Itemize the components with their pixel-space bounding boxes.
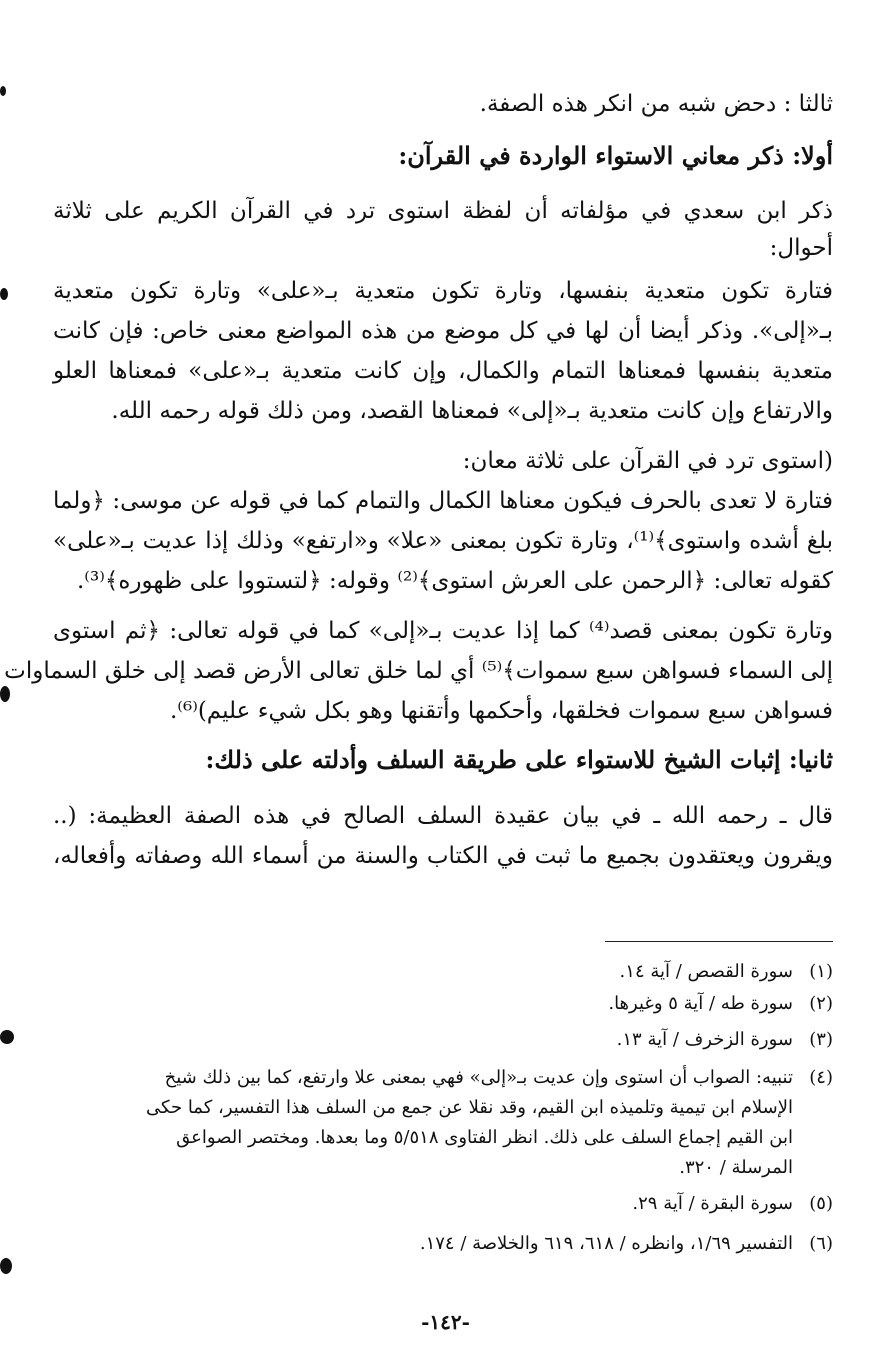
- quote-line: (استوى ترد في القرآن على ثلاثة معان:: [462, 448, 833, 474]
- quote-line: بلغ أشده واستوى﴾⁽¹⁾، وتارة تكون بمعنى «علا» و«ارتفع» وذلك إذا عديت بـ«على»: [53, 528, 833, 554]
- footnote-number: (٦): [809, 1233, 833, 1254]
- footnote-item: [53, 958, 833, 986]
- scan-speck: [0, 1030, 14, 1044]
- paragraph-line: ويقرون ويعتقدون بجميع ما ثبت في الكتاب والسنة من أسماء الله وصفاته وأفعاله،: [53, 843, 833, 869]
- paragraph-line: أحوال:: [769, 235, 833, 261]
- footnote-text: سورة البقرة / آية ٢٩.: [632, 1193, 793, 1214]
- footnote-item: [53, 1230, 833, 1258]
- footnote-continuation: [53, 1094, 833, 1122]
- footnote-continuation: [53, 1154, 833, 1182]
- footnote-text: ابن القيم إجماع السلف على ذلك. انظر الفتاوى ٥/٥١٨ وما بعدها. ومختصر الصواعق: [176, 1127, 793, 1148]
- paragraph-line: فتارة تكون متعدية بنفسها، وتارة تكون متعدية بـ«على» وتارة تكون متعدية: [53, 278, 833, 304]
- footnote-number: (٤): [809, 1067, 833, 1088]
- footnote-item: [53, 990, 833, 1018]
- section-intro-line: ثالثا : دحض شبه من انكر هذه الصفة.: [479, 91, 833, 117]
- heading-second: ثانيا: إثبات الشيخ للاستواء على طريقة السلف وأدلته على ذلك:: [205, 745, 833, 774]
- quote-line: فتارة لا تعدى بالحرف فيكون معناها الكمال والتمام كما في قوله عن موسى: ﴿ولما: [53, 488, 833, 514]
- scan-speck: [0, 1258, 12, 1274]
- paragraph-line: بـ«إلى». وذكر أيضا أن لها في كل موضع من هذه المواضع معنى خاص: فإن كانت: [53, 318, 833, 344]
- footnote-text: سورة طه / آية ٥ وغيرها.: [608, 993, 793, 1014]
- heading-first: أولا: ذكر معاني الاستواء الواردة في القرآن:: [398, 141, 833, 170]
- footnote-number: (١): [809, 961, 833, 982]
- quote-line: إلى السماء فسواهن سبع سموات﴾⁽⁵⁾ أي لما خلق تعالى الأرض قصد إلى خلق السماوات: [4, 658, 833, 684]
- scan-speck: [0, 686, 10, 702]
- footnote-item: [53, 1064, 833, 1092]
- paragraph-line: ذكر ابن سعدي في مؤلفاته أن لفظة استوى ترد في القرآن الكريم على ثلاثة: [53, 198, 833, 224]
- footnote-text: سورة القصص / آية ١٤.: [619, 961, 793, 982]
- page-number: -١٤٢-: [421, 1310, 470, 1334]
- footnote-item: [53, 1190, 833, 1218]
- scan-speck: [0, 288, 8, 300]
- quote-line: وتارة تكون بمعنى قصد⁽⁴⁾ كما إذا عديت بـ«إلى» كما في قوله تعالى: ﴿ثم استوى: [53, 618, 833, 644]
- footnote-number: (٢): [809, 993, 833, 1014]
- footnote-number: (٥): [809, 1193, 833, 1214]
- footnote-continuation: [53, 1124, 833, 1152]
- paragraph-line: قال ـ رحمه الله ـ في بيان عقيدة السلف الصالح في هذه الصفة العظيمة: (..: [53, 803, 833, 829]
- footnote-separator: [605, 941, 833, 942]
- footnote-text: التفسير ١/٦٩، وانظره / ٦١٨، ٦١٩ والخلاصة / ١٧٤.: [419, 1233, 793, 1254]
- footnote-item: [53, 1026, 833, 1054]
- scan-speck: [0, 86, 6, 96]
- quote-line: فسواهن سبع سموات فخلقها، وأحكمها وأتقنها وهو بكل شيء عليم)⁽⁶⁾.: [169, 698, 833, 724]
- quote-line: كقوله تعالى: ﴿الرحمن على العرش استوى﴾⁽²⁾ وقوله: ﴿لتستووا على ظهوره﴾⁽³⁾.: [76, 568, 833, 594]
- footnote-text: الإسلام ابن تيمية وتلميذه ابن القيم، وقد نقلا عن جمع من السلف هذا التفسير، كما حكى: [146, 1097, 793, 1118]
- footnote-text: تنبيه: الصواب أن استوى وإن عديت بـ«إلى» فهي بمعنى علا وارتفع، كما بين ذلك شيخ: [164, 1067, 793, 1088]
- paragraph-line: متعدية بنفسها فمعناها التمام والكمال، وإن كانت متعدية بـ«على» فمعناها العلو: [53, 358, 833, 384]
- paragraph-line: والارتفاع وإن كانت متعدية بـ«إلى» فمعناها القصد، ومن ذلك قوله رحمه الله.: [111, 398, 833, 424]
- footnote-text: سورة الزخرف / آية ١٣.: [616, 1029, 793, 1050]
- footnote-number: (٣): [809, 1029, 833, 1050]
- footnote-text: المرسلة / ٣٢٠.: [679, 1157, 793, 1178]
